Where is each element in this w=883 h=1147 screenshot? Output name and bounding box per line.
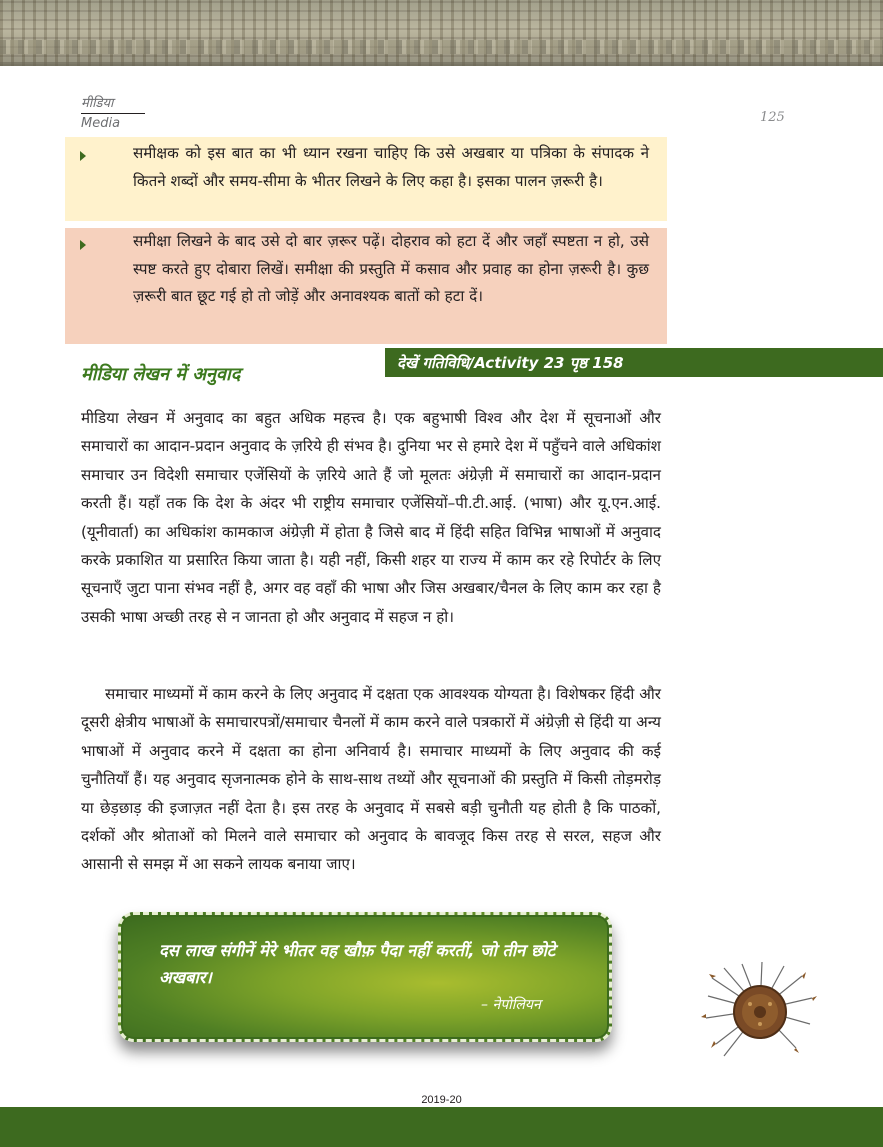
- quote-text: दस लाख संगीनें मेरे भीतर वह खौफ़ पैदा नहीं करतीं, जो तीन छोटे अखबार।: [159, 941, 556, 987]
- activity-reference-bar: [385, 348, 883, 377]
- running-title-hindi: मीडिया: [81, 96, 114, 111]
- quote-box: [118, 912, 612, 1042]
- tip-box-2: [65, 228, 667, 344]
- footer-year: 2019-20: [421, 1094, 462, 1106]
- section-heading: मीडिया लेखन में अनुवाद: [81, 364, 241, 385]
- body-paragraph-1: मीडिया लेखन में अनुवाद का बहुत अधिक महत्त्व है। एक बहुभाषी विश्व और देश में सूचनाओं और समाचारों का आदान-प्रदान अनुवाद के ज़रिये ही संभव है। दुनिया भर से हमारे देश में पहुँचने वाले अधिकांश समाचार उन विदेशी समाचार एजेंसियों के ज़रिये आते हैं जो मूलतः अंग्रेज़ी में समाचारों का आदान-प्रदान करती हैं। यहाँ तक कि देश के अंदर भी राष्ट्रीय समाचार एजेंसियों–पी.टी.आई. (भाषा) और यू.एन.आई. (यूनीवार्ता) का अधिकांश कामकाज अंग्रेज़ी में होता है जिसे बाद में हिंदी सहित विभिन्न भाषाओं में अनुवाद करके प्रकाशित या प्रसारित किया जाता है। यही नहीं, किसी शहर या राज्य में काम कर रहे रिपोर्टर के लिए सूचनाएँ जुटा पाना संभव नहीं है, अगर वह वहाँ की भाषा और जिस अखबार/चैनल के लिए काम कर रहा है उसकी भाषा अच्छी तरह से न जानता हो और अनुवाद में सहज न हो।: [81, 409, 661, 626]
- decorative-stone-banner: [0, 0, 883, 66]
- triangle-bullet-icon: [80, 240, 86, 250]
- triangle-bullet-icon: [80, 151, 86, 161]
- running-title-rule: [81, 113, 145, 114]
- banner-carving-band: [0, 40, 883, 54]
- tip-box-1: [65, 137, 667, 221]
- body-paragraph-2: समाचार माध्यमों में काम करने के लिए अनुवाद में दक्षता एक आवश्यक योग्यता है। विशेषकर हिंदी और दूसरी क्षेत्रीय भाषाओं के समाचारपत्रों/समाचार चैनलों में काम करने वाले पत्रकारों में अंग्रेज़ी से हिंदी या अन्य भाषाओं में अनुवाद करने में दक्षता का होना अनिवार्य है। समाचार माध्यमों के लिए अनुवाद की कई चुनौतियाँ हैं। यह अनुवाद सृजनात्मक होने के साथ-साथ तथ्यों और सूचनाओं की प्रस्तुति में किसी तोड़मरोड़ या छेड़छाड़ की इजाज़त नहीं देता है। इस तरह के अनुवाद में सबसे बड़ी चुनौती यह होती है कि पाठकों, दर्शकों और श्रोताओं को मिलने वाले समाचार को अनुवाद के बावजूद किस तरह से सरल, सहज और आसानी से समझ में आ सकने लायक बनाया जाए।: [81, 685, 661, 874]
- activity-reference-text: देखें गतिविधि/Activity 23 पृष्ठ 158: [397, 354, 624, 372]
- tip-text-1: समीक्षक को इस बात का भी ध्यान रखना चाहिए कि उसे अखबार या पत्रिका के संपादक ने कितने शब्दों और समय-सीमा के भीतर लिखने के लिए कहा है। इसका पालन ज़रूरी है।: [133, 144, 649, 190]
- banner-shadow: [0, 62, 883, 66]
- footer-bar: [0, 1107, 883, 1147]
- tip-text-2: समीक्षा लिखने के बाद उसे दो बार ज़रूर पढ़ें। दोहराव को हटा दें और जहाँ स्पष्टता न हो, उसे स्पष्ट करते हुए दोबारा लिखें। समीक्षा की प्रस्तुति में कसाव और प्रवाह का होना ज़रूरी है। कुछ ज़रूरी बात छूट गई हो तो जोड़ें और अनावश्यक बातों को हटा दें।: [133, 232, 649, 305]
- shield-with-spears-icon: [700, 960, 820, 1060]
- page-number: 125: [760, 110, 785, 125]
- quote-author: – नेपोलियन: [481, 997, 541, 1013]
- running-title-english: Media: [81, 116, 121, 131]
